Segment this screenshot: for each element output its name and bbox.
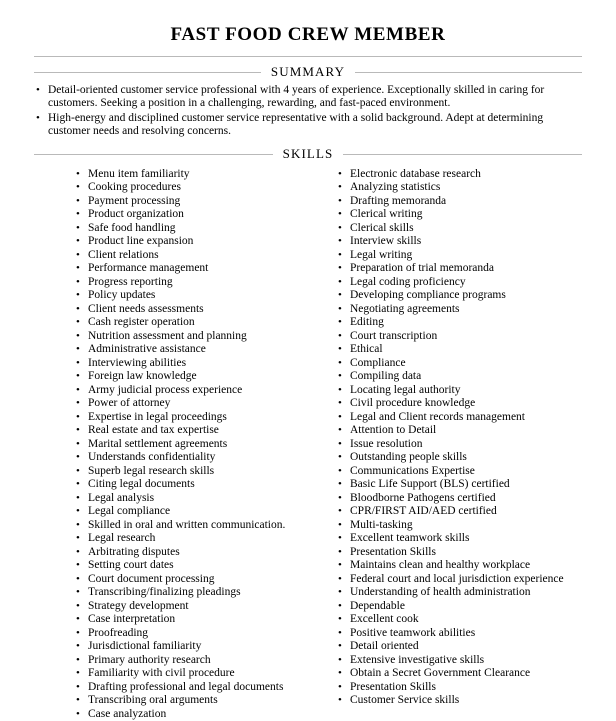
list-item: • Cash register operation	[74, 316, 308, 330]
list-item: • Product line expansion	[74, 235, 308, 249]
list-item: • Performance management	[74, 262, 308, 276]
skills-right-column	[308, 166, 582, 721]
list-item: • Legal research	[74, 532, 308, 546]
skills-heading-label: SKILLS	[273, 146, 344, 162]
skills-right-list	[336, 168, 582, 708]
skills-section	[34, 145, 582, 721]
list-item: • Presentation Skills	[336, 546, 582, 560]
list-item: • Legal and Client records management	[336, 411, 582, 425]
list-item: • Product organization	[74, 208, 308, 222]
list-item: • Clerical writing	[336, 208, 582, 222]
list-item: • High-energy and disciplined customer service representative with a solid background. Adept at determining customer needs and resolving concerns.	[34, 112, 582, 139]
list-item: • Compliance	[336, 357, 582, 371]
list-item: • Legal writing	[336, 249, 582, 263]
list-item: • Transcribing oral arguments	[74, 694, 308, 708]
skills-section-heading	[34, 145, 582, 162]
list-item: • Legal analysis	[74, 492, 308, 506]
list-item: • Expertise in legal proceedings	[74, 411, 308, 425]
title-divider	[34, 56, 582, 57]
skills-left-column	[34, 166, 308, 721]
list-item: • Bloodborne Pathogens certified	[336, 492, 582, 506]
list-item: • Preparation of trial memoranda	[336, 262, 582, 276]
list-item: • Understanding of health administration	[336, 586, 582, 600]
list-item: • Administrative assistance	[74, 343, 308, 357]
list-item: • Safe food handling	[74, 222, 308, 236]
list-item: • Client needs assessments	[74, 303, 308, 317]
list-item: • Setting court dates	[74, 559, 308, 573]
summary-section	[34, 63, 582, 139]
list-item: • Electronic database research	[336, 168, 582, 182]
list-item: • CPR/FIRST AID/AED certified	[336, 505, 582, 519]
list-item: • Developing compliance programs	[336, 289, 582, 303]
list-item: • Primary authority research	[74, 654, 308, 668]
list-item: • Dependable	[336, 600, 582, 614]
list-item: • Policy updates	[74, 289, 308, 303]
list-item: • Analyzing statistics	[336, 181, 582, 195]
list-item: • Case interpretation	[74, 613, 308, 627]
list-item: • Presentation Skills	[336, 681, 582, 695]
list-item: • Skilled in oral and written communication.	[74, 519, 308, 533]
list-item: • Payment processing	[74, 195, 308, 209]
list-item: • Detail oriented	[336, 640, 582, 654]
list-item: • Case analyzation	[74, 708, 308, 721]
list-item: • Editing	[336, 316, 582, 330]
list-item: • Menu item familiarity	[74, 168, 308, 182]
list-item: • Positive teamwork abilities	[336, 627, 582, 641]
list-item: • Superb legal research skills	[74, 465, 308, 479]
list-item: • Legal coding proficiency	[336, 276, 582, 290]
page-title: FAST FOOD CREW MEMBER	[170, 24, 446, 45]
list-item: • Basic Life Support (BLS) certified	[336, 478, 582, 492]
list-item: • Marital settlement agreements	[74, 438, 308, 452]
list-item: • Court transcription	[336, 330, 582, 344]
list-item: • Interview skills	[336, 235, 582, 249]
list-item: • Strategy development	[74, 600, 308, 614]
list-item: • Communications Expertise	[336, 465, 582, 479]
skills-columns	[34, 166, 582, 721]
list-item: • Nutrition assessment and planning	[74, 330, 308, 344]
list-item: • Civil procedure knowledge	[336, 397, 582, 411]
list-item: • Legal compliance	[74, 505, 308, 519]
list-item: • Drafting professional and legal documents	[74, 681, 308, 695]
list-item: • Foreign law knowledge	[74, 370, 308, 384]
summary-section-heading	[34, 63, 582, 80]
list-item: • Outstanding people skills	[336, 451, 582, 465]
list-item: • Proofreading	[74, 627, 308, 641]
list-item: • Power of attorney	[74, 397, 308, 411]
list-item: • Army judicial process experience	[74, 384, 308, 398]
list-item: • Real estate and tax expertise	[74, 424, 308, 438]
list-item: • Excellent cook	[336, 613, 582, 627]
list-item: • Issue resolution	[336, 438, 582, 452]
skills-left-list	[74, 168, 308, 721]
list-item: • Compiling data	[336, 370, 582, 384]
list-item: • Progress reporting	[74, 276, 308, 290]
summary-heading-label: SUMMARY	[261, 64, 355, 80]
list-item: • Citing legal documents	[74, 478, 308, 492]
list-item: • Locating legal authority	[336, 384, 582, 398]
list-item: • Transcribing/finalizing pleadings	[74, 586, 308, 600]
list-item: • Obtain a Secret Government Clearance	[336, 667, 582, 681]
summary-list	[34, 84, 582, 139]
list-item: • Federal court and local jurisdiction experience	[336, 573, 582, 587]
list-item: • Jurisdictional familiarity	[74, 640, 308, 654]
list-item: • Ethical	[336, 343, 582, 357]
list-item: • Maintains clean and healthy workplace	[336, 559, 582, 573]
list-item: • Negotiating agreements	[336, 303, 582, 317]
list-item: • Court document processing	[74, 573, 308, 587]
list-item: • Arbitrating disputes	[74, 546, 308, 560]
list-item: • Understands confidentiality	[74, 451, 308, 465]
list-item: • Familiarity with civil procedure	[74, 667, 308, 681]
list-item: • Attention to Detail	[336, 424, 582, 438]
list-item: • Drafting memoranda	[336, 195, 582, 209]
list-item: • Multi-tasking	[336, 519, 582, 533]
list-item: • Client relations	[74, 249, 308, 263]
list-item: • Cooking procedures	[74, 181, 308, 195]
list-item: • Excellent teamwork skills	[336, 532, 582, 546]
list-item: • Detail-oriented customer service professional with 4 years of experience. Exceptionally skilled in caring for customers. Seeking a position in a challenging, rewarding, and fast-paced environment.	[34, 84, 582, 111]
list-item: • Extensive investigative skills	[336, 654, 582, 668]
list-item: • Customer Service skills	[336, 694, 582, 708]
list-item: • Clerical skills	[336, 222, 582, 236]
list-item: • Interviewing abilities	[74, 357, 308, 371]
